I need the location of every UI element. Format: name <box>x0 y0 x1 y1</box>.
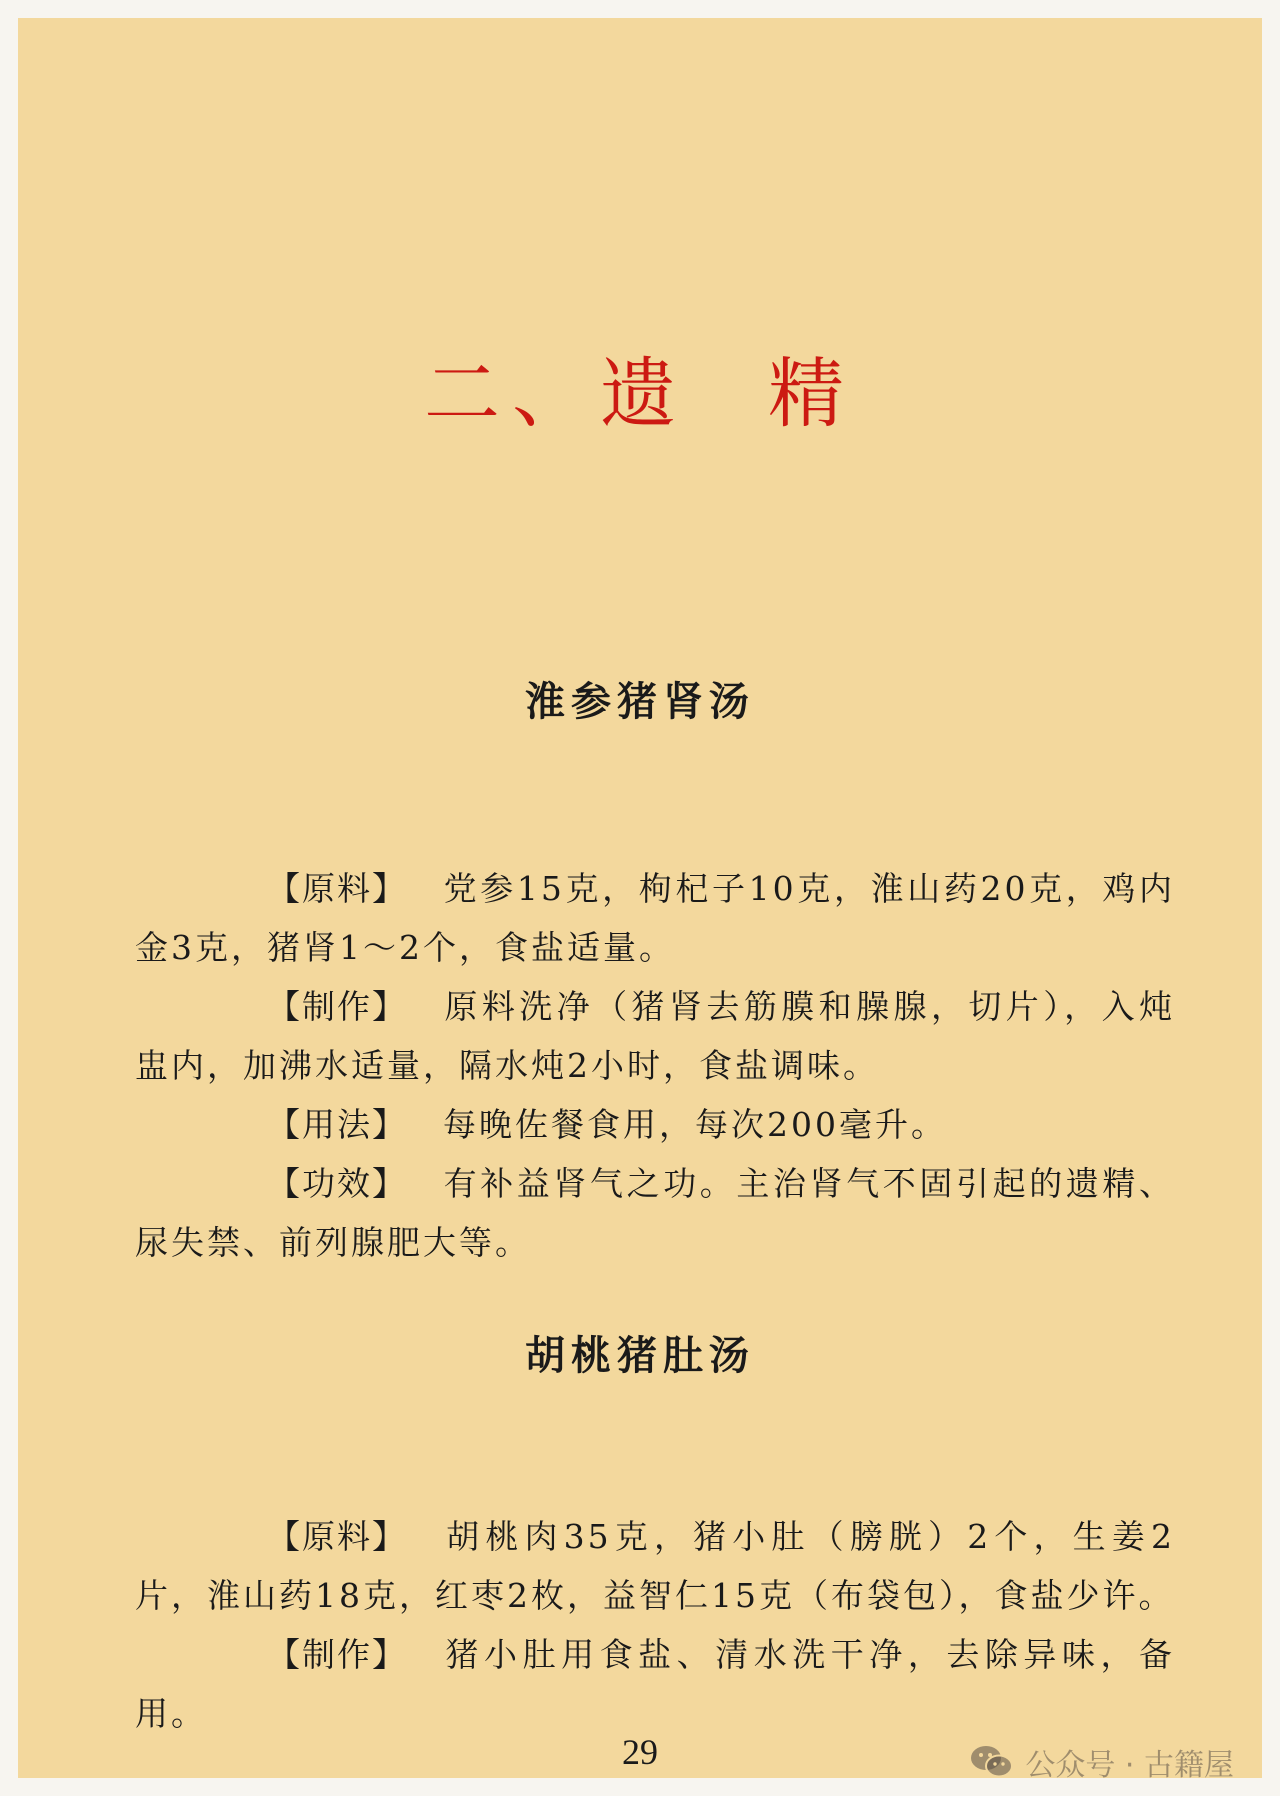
recipe-paragraph <box>135 977 1175 1095</box>
section-text: 原料洗净（猪肾去筋膜和臊腺，切片），入炖盅内，加沸水适量，隔水炖2小时，食盐调味。 <box>135 987 1175 1085</box>
section-text: 胡桃肉35克，猪小肚（膀胱）2个，生姜2片，淮山药18克，红枣2枚，益智仁15克（布袋包），食盐少许。 <box>135 1517 1175 1615</box>
watermark-text: 公众号 · 古籍屋 <box>1025 1748 1234 1783</box>
watermark <box>969 1740 1234 1784</box>
section-tag: 【原料】 <box>267 869 407 908</box>
recipe-paragraph <box>135 1507 1175 1625</box>
chapter-title-part2: 精 <box>768 349 856 438</box>
chapter-title <box>18 349 1262 438</box>
recipe-paragraph <box>135 1625 1175 1743</box>
recipe-paragraph <box>135 859 1175 977</box>
section-tag: 【功效】 <box>267 1164 407 1203</box>
recipe-title: 胡桃猪肚汤 <box>525 1332 755 1379</box>
section-tag: 【制作】 <box>267 987 407 1026</box>
section-text: 猪小肚用食盐、清水洗干净，去除异味，备用。 <box>135 1635 1175 1733</box>
recipe-paragraph <box>135 1154 1175 1272</box>
section-tag: 【制作】 <box>267 1635 407 1674</box>
book-page <box>18 18 1262 1783</box>
section-tag: 【原料】 <box>267 1517 407 1556</box>
section-text: 每晚佐餐食用，每次200毫升。 <box>443 1105 947 1144</box>
section-text: 党参15克，枸杞子10克，淮山药20克，鸡内金3克，猪肾1～2个，食盐适量。 <box>135 869 1175 967</box>
section-tag: 【用法】 <box>267 1105 407 1144</box>
recipe-paragraph <box>135 1095 1175 1154</box>
wechat-icon <box>969 1743 1015 1781</box>
section-text: 有补益肾气之功。主治肾气不固引起的遗精、尿失禁、前列腺肥大等。 <box>135 1164 1175 1262</box>
recipe-title: 淮参猪肾汤 <box>525 678 755 725</box>
chapter-title-part1: 二、遗 <box>424 349 688 438</box>
page-number: 29 <box>622 1732 658 1772</box>
